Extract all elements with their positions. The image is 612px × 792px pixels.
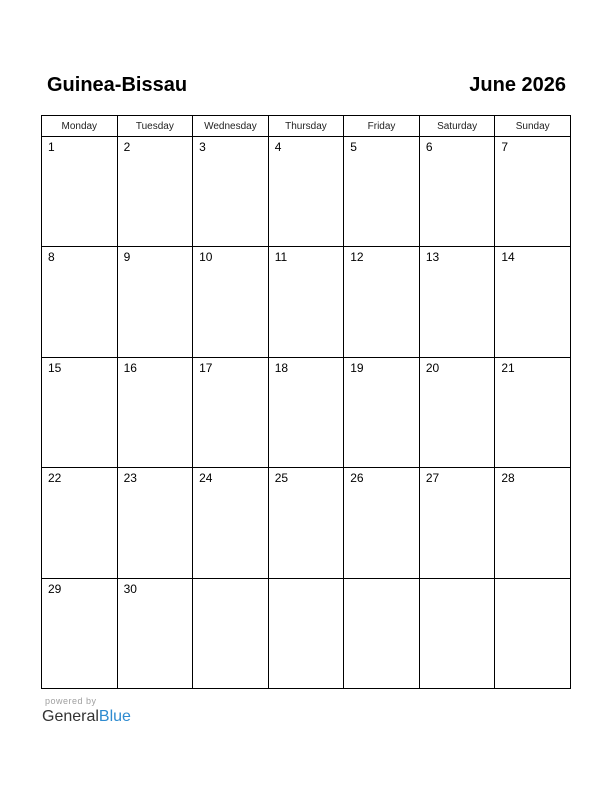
weekday-monday: Monday [42, 116, 118, 137]
day-cell [193, 137, 269, 247]
day-cell [117, 578, 193, 688]
day-number: 30 [123, 581, 137, 596]
day-cell [42, 137, 118, 247]
day-cell [117, 137, 193, 247]
day-number: 9 [123, 250, 131, 265]
footer-branding [42, 696, 131, 727]
week-row-5 [42, 578, 571, 688]
day-cell [344, 357, 420, 467]
day-cell [42, 468, 118, 578]
day-cell [42, 578, 118, 688]
day-cell [344, 247, 420, 357]
day-number: 28 [501, 471, 515, 486]
day-number: 11 [274, 250, 288, 265]
day-cell [268, 247, 344, 357]
month-year-title: June 2026 [469, 74, 566, 96]
day-number: 5 [350, 140, 357, 154]
day-number: 25 [274, 471, 289, 486]
day-cell [419, 357, 495, 467]
weekday-wednesday: Wednesday [193, 116, 269, 137]
day-number: 20 [425, 360, 440, 375]
day-cell [419, 137, 495, 247]
weekday-sunday: Sunday [495, 116, 571, 137]
day-cell [193, 578, 269, 688]
day-cell [344, 578, 420, 688]
day-cell [193, 247, 269, 357]
day-number: 17 [199, 360, 213, 375]
day-cell [344, 137, 420, 247]
day-number: 12 [350, 250, 364, 265]
week-row-1 [42, 137, 571, 247]
week-row-2 [42, 247, 571, 357]
day-cell [42, 357, 118, 467]
day-number [495, 579, 570, 583]
day-number: 22 [48, 471, 62, 486]
day-number: 21 [501, 360, 515, 375]
day-number [269, 579, 344, 583]
brand-blue-text: Blue [98, 708, 131, 725]
weekday-tuesday: Tuesday [117, 116, 193, 137]
day-number: 23 [123, 471, 137, 486]
country-title: Guinea-Bissau [47, 74, 188, 96]
day-number: 2 [123, 140, 131, 154]
day-cell [495, 578, 571, 688]
day-number: 8 [48, 250, 55, 265]
day-cell [268, 137, 344, 247]
day-number [420, 579, 495, 583]
day-number: 13 [425, 250, 440, 265]
day-number [193, 579, 268, 583]
day-number: 15 [48, 360, 62, 375]
day-cell [42, 247, 118, 357]
brand-general-text: General [42, 708, 99, 725]
day-cell [495, 468, 571, 578]
calendar-header [44, 72, 566, 98]
powered-by-text: powered by [45, 696, 97, 706]
day-cell [268, 578, 344, 688]
day-cell [193, 468, 269, 578]
brand-logo[interactable] [42, 707, 131, 727]
weekday-friday: Friday [344, 116, 420, 137]
day-number: 26 [350, 471, 364, 486]
weekday-thursday: Thursday [268, 116, 344, 137]
day-cell [419, 578, 495, 688]
day-number: 3 [199, 140, 206, 154]
day-number [344, 579, 419, 583]
day-number: 1 [48, 140, 55, 154]
day-cell [193, 357, 269, 467]
day-number: 6 [425, 140, 433, 154]
day-cell [495, 137, 571, 247]
day-cell [117, 357, 193, 467]
day-number: 4 [274, 140, 282, 154]
day-cell [495, 247, 571, 357]
day-cell [117, 468, 193, 578]
day-cell [268, 468, 344, 578]
day-cell [344, 468, 420, 578]
day-number: 10 [199, 250, 213, 265]
day-cell [419, 468, 495, 578]
day-cell [268, 357, 344, 467]
weekday-saturday: Saturday [419, 116, 495, 137]
day-cell [495, 357, 571, 467]
day-number: 7 [501, 140, 509, 154]
week-row-4 [42, 468, 571, 578]
day-number: 18 [274, 360, 289, 375]
day-number: 16 [123, 360, 137, 375]
day-number: 29 [48, 581, 62, 596]
weekday-header-row [42, 116, 571, 137]
day-cell [117, 247, 193, 357]
day-number: 27 [425, 471, 440, 486]
calendar-grid [41, 115, 571, 689]
day-number: 14 [501, 250, 515, 265]
day-cell [419, 247, 495, 357]
day-number: 19 [350, 360, 364, 375]
day-number: 24 [199, 471, 213, 486]
week-row-3 [42, 357, 571, 467]
